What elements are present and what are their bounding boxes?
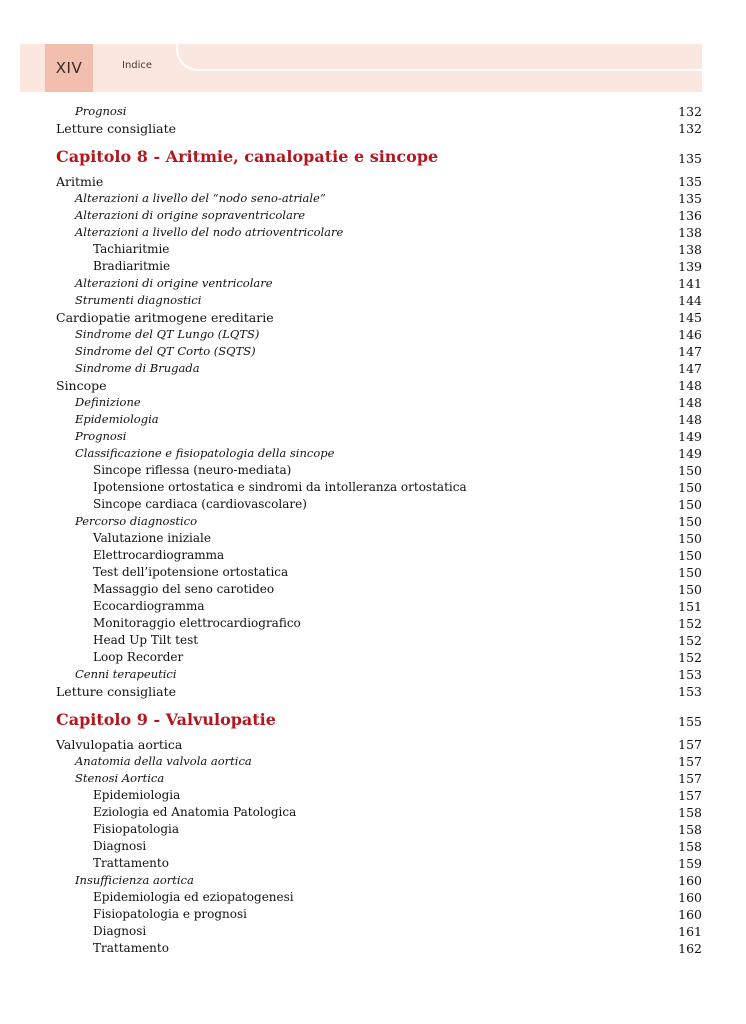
toc-entry-page: 155 bbox=[678, 714, 702, 729]
toc-entry bbox=[0, 616, 746, 633]
toc-entry-page: 135 bbox=[678, 191, 702, 206]
toc-entry bbox=[0, 633, 746, 650]
toc-entry-page: 138 bbox=[678, 242, 702, 257]
toc-entry-title: Definizione bbox=[75, 395, 141, 409]
chapter-heading bbox=[0, 147, 746, 164]
toc-entry bbox=[0, 839, 746, 856]
toc-entry bbox=[0, 104, 746, 121]
toc-entry-page: 149 bbox=[678, 429, 702, 444]
toc-entry bbox=[0, 737, 746, 754]
page-number: XIV bbox=[55, 59, 83, 77]
toc-entry-page: 135 bbox=[678, 174, 702, 189]
toc-entry bbox=[0, 310, 746, 327]
toc-entry-page: 144 bbox=[678, 293, 702, 308]
toc-entry-title: Diagnosi bbox=[93, 924, 147, 938]
toc-entry-title: Sindrome di Brugada bbox=[75, 361, 200, 375]
toc-entry-page: 159 bbox=[678, 856, 702, 871]
toc-entry bbox=[0, 771, 746, 788]
toc-entry bbox=[0, 327, 746, 344]
toc-entry-title: Massaggio del seno carotideo bbox=[93, 582, 275, 596]
toc-entry-page: 148 bbox=[678, 412, 702, 427]
toc-entry-page: 162 bbox=[678, 941, 702, 956]
toc-entry-page: 158 bbox=[678, 805, 702, 820]
toc-entry-page: 150 bbox=[678, 531, 702, 546]
toc-entry-page: 158 bbox=[678, 822, 702, 837]
toc-entry-page: 152 bbox=[678, 650, 702, 665]
toc-entry-title: Head Up Tilt test bbox=[93, 633, 199, 647]
toc-entry-page: 147 bbox=[678, 344, 702, 359]
toc-entry-page: 160 bbox=[678, 873, 702, 888]
toc-entry bbox=[0, 599, 746, 616]
toc-entry-page: 152 bbox=[678, 633, 702, 648]
toc-entry-title: Anatomia della valvola aortica bbox=[75, 754, 252, 768]
toc-entry bbox=[0, 412, 746, 429]
toc-entry-title: Valvulopatia aortica bbox=[56, 737, 183, 752]
toc-entry-title: Epidemiologia ed eziopatogenesi bbox=[93, 890, 294, 904]
toc-entry bbox=[0, 514, 746, 531]
toc-entry-page: 132 bbox=[678, 104, 702, 119]
toc-entry-page: 132 bbox=[678, 121, 702, 136]
toc-entry bbox=[0, 907, 746, 924]
toc-entry-title: Loop Recorder bbox=[93, 650, 184, 664]
toc-entry-title: Epidemiologia bbox=[93, 788, 181, 802]
toc-entry-title: Letture consigliate bbox=[56, 684, 177, 699]
toc-entry-page: 157 bbox=[678, 788, 702, 803]
toc-entry-title: Elettrocardiogramma bbox=[93, 548, 225, 562]
toc-entry bbox=[0, 805, 746, 822]
toc-entry bbox=[0, 429, 746, 446]
toc-entry bbox=[0, 378, 746, 395]
toc-entry bbox=[0, 446, 746, 463]
toc-entry-page: 136 bbox=[678, 208, 702, 223]
toc-entry bbox=[0, 497, 746, 514]
toc-entry-page: 158 bbox=[678, 839, 702, 854]
toc-entry bbox=[0, 174, 746, 191]
toc-entry-title: Monitoraggio elettrocardiografico bbox=[93, 616, 301, 630]
toc-entry-page: 151 bbox=[678, 599, 702, 614]
toc-entry-title: Trattamento bbox=[93, 856, 169, 870]
toc-entry-title: Bradiaritmie bbox=[93, 259, 171, 273]
toc-entry bbox=[0, 856, 746, 873]
toc-entry-title: Epidemiologia bbox=[75, 412, 159, 426]
toc-entry-title: Fisiopatologia bbox=[93, 822, 180, 836]
toc-entry bbox=[0, 344, 746, 361]
toc-entry bbox=[0, 395, 746, 412]
toc-entry-title: Diagnosi bbox=[93, 839, 147, 853]
toc-entry-title: Test dell’ipotensione ortostatica bbox=[93, 565, 289, 579]
toc-entry-page: 150 bbox=[678, 514, 702, 529]
toc-entry-page: 135 bbox=[678, 151, 702, 166]
toc-entry-title: Prognosi bbox=[75, 104, 127, 118]
toc-entry bbox=[0, 822, 746, 839]
toc-entry-page: 150 bbox=[678, 480, 702, 495]
toc-entry bbox=[0, 191, 746, 208]
toc-entry bbox=[0, 276, 746, 293]
toc-entry bbox=[0, 684, 746, 701]
toc-entry bbox=[0, 582, 746, 599]
toc-entry bbox=[0, 667, 746, 684]
toc-entry bbox=[0, 480, 746, 497]
toc-entry-page: 149 bbox=[678, 446, 702, 461]
chapter-heading bbox=[0, 710, 746, 727]
toc-entry-title: Cenni terapeutici bbox=[75, 667, 177, 681]
toc-entry-title: Eziologia ed Anatomia Patologica bbox=[93, 805, 297, 819]
toc-entry-title: Prognosi bbox=[75, 429, 127, 443]
toc-entry-title: Insufficienza aortica bbox=[75, 873, 194, 887]
toc-entry-title: Capitolo 8 - Aritmie, canalopatie e sincope bbox=[56, 147, 439, 166]
toc-entry-page: 150 bbox=[678, 497, 702, 512]
toc-entry bbox=[0, 788, 746, 805]
toc-entry bbox=[0, 361, 746, 378]
toc-entry-page: 150 bbox=[678, 565, 702, 580]
toc-entry-page: 150 bbox=[678, 463, 702, 478]
toc-entry-title: Alterazioni di origine sopraventricolare bbox=[75, 208, 306, 222]
toc-entry-page: 157 bbox=[678, 737, 702, 752]
toc-entry-page: 139 bbox=[678, 259, 702, 274]
toc-entry bbox=[0, 293, 746, 310]
toc-entry-title: Fisiopatologia e prognosi bbox=[93, 907, 248, 921]
toc-entry bbox=[0, 242, 746, 259]
toc-entry bbox=[0, 924, 746, 941]
toc-entry-title: Tachiaritmie bbox=[93, 242, 170, 256]
toc-entry-page: 141 bbox=[678, 276, 702, 291]
toc-entry-page: 153 bbox=[678, 667, 702, 682]
toc-entry-page: 147 bbox=[678, 361, 702, 376]
toc-entry-page: 157 bbox=[678, 754, 702, 769]
toc-entry-title: Aritmie bbox=[56, 174, 104, 189]
toc-entry bbox=[0, 548, 746, 565]
toc-entry-title: Sincope cardiaca (cardiovascolare) bbox=[93, 497, 307, 511]
toc-entry-title: Sindrome del QT Lungo (LQTS) bbox=[75, 327, 260, 341]
toc-entry-title: Trattamento bbox=[93, 941, 169, 955]
toc-entry-title: Percorso diagnostico bbox=[75, 514, 198, 528]
toc-entry-title: Classificazione e fisiopatologia della sincope bbox=[75, 446, 335, 460]
toc-entry-page: 160 bbox=[678, 907, 702, 922]
toc-entry bbox=[0, 754, 746, 771]
toc-entry-page: 145 bbox=[678, 310, 702, 325]
toc-entry-page: 161 bbox=[678, 924, 702, 939]
toc-entry-title: Alterazioni di origine ventricolare bbox=[75, 276, 273, 290]
toc-entry-title: Valutazione iniziale bbox=[93, 531, 211, 545]
toc-entry bbox=[0, 873, 746, 890]
section-label: Indice bbox=[122, 60, 153, 71]
toc-entry-page: 150 bbox=[678, 548, 702, 563]
toc-entry bbox=[0, 531, 746, 548]
toc-entry bbox=[0, 259, 746, 276]
toc-entry bbox=[0, 225, 746, 242]
toc-entry-title: Sindrome del QT Corto (SQTS) bbox=[75, 344, 256, 358]
toc-entry-page: 153 bbox=[678, 684, 702, 699]
toc-entry-page: 150 bbox=[678, 582, 702, 597]
toc-entry-title: Sincope bbox=[56, 378, 107, 393]
toc-entry-page: 138 bbox=[678, 225, 702, 240]
toc-entry bbox=[0, 890, 746, 907]
toc-entry-title: Ecocardiogramma bbox=[93, 599, 205, 613]
toc-entry bbox=[0, 463, 746, 480]
toc-entry-title: Capitolo 9 - Valvulopatie bbox=[56, 710, 276, 729]
toc-entry-title: Letture consigliate bbox=[56, 121, 177, 136]
toc-entry-page: 152 bbox=[678, 616, 702, 631]
toc-entry-title: Alterazioni a livello del nodo atrioventricolare bbox=[75, 225, 344, 239]
toc-entry-title: Sincope riflessa (neuro-mediata) bbox=[93, 463, 292, 477]
toc-entry-page: 157 bbox=[678, 771, 702, 786]
toc-entry-title: Strumenti diagnostici bbox=[75, 293, 202, 307]
toc-entry-page: 148 bbox=[678, 395, 702, 410]
toc-entry bbox=[0, 650, 746, 667]
toc-entry bbox=[0, 121, 746, 138]
toc-entry bbox=[0, 565, 746, 582]
toc-entry-title: Ipotensione ortostatica e sindromi da intolleranza ortostatica bbox=[93, 480, 467, 494]
toc-entry-title: Stenosi Aortica bbox=[75, 771, 165, 785]
toc-entry-title: Alterazioni a livello del “nodo seno-atriale” bbox=[75, 191, 326, 205]
toc-entry-page: 146 bbox=[678, 327, 702, 342]
toc-entry bbox=[0, 208, 746, 225]
toc-entry-title: Cardiopatie aritmogene ereditarie bbox=[56, 310, 274, 325]
toc-entry bbox=[0, 941, 746, 958]
toc-entry-page: 148 bbox=[678, 378, 702, 393]
toc-entry-page: 160 bbox=[678, 890, 702, 905]
